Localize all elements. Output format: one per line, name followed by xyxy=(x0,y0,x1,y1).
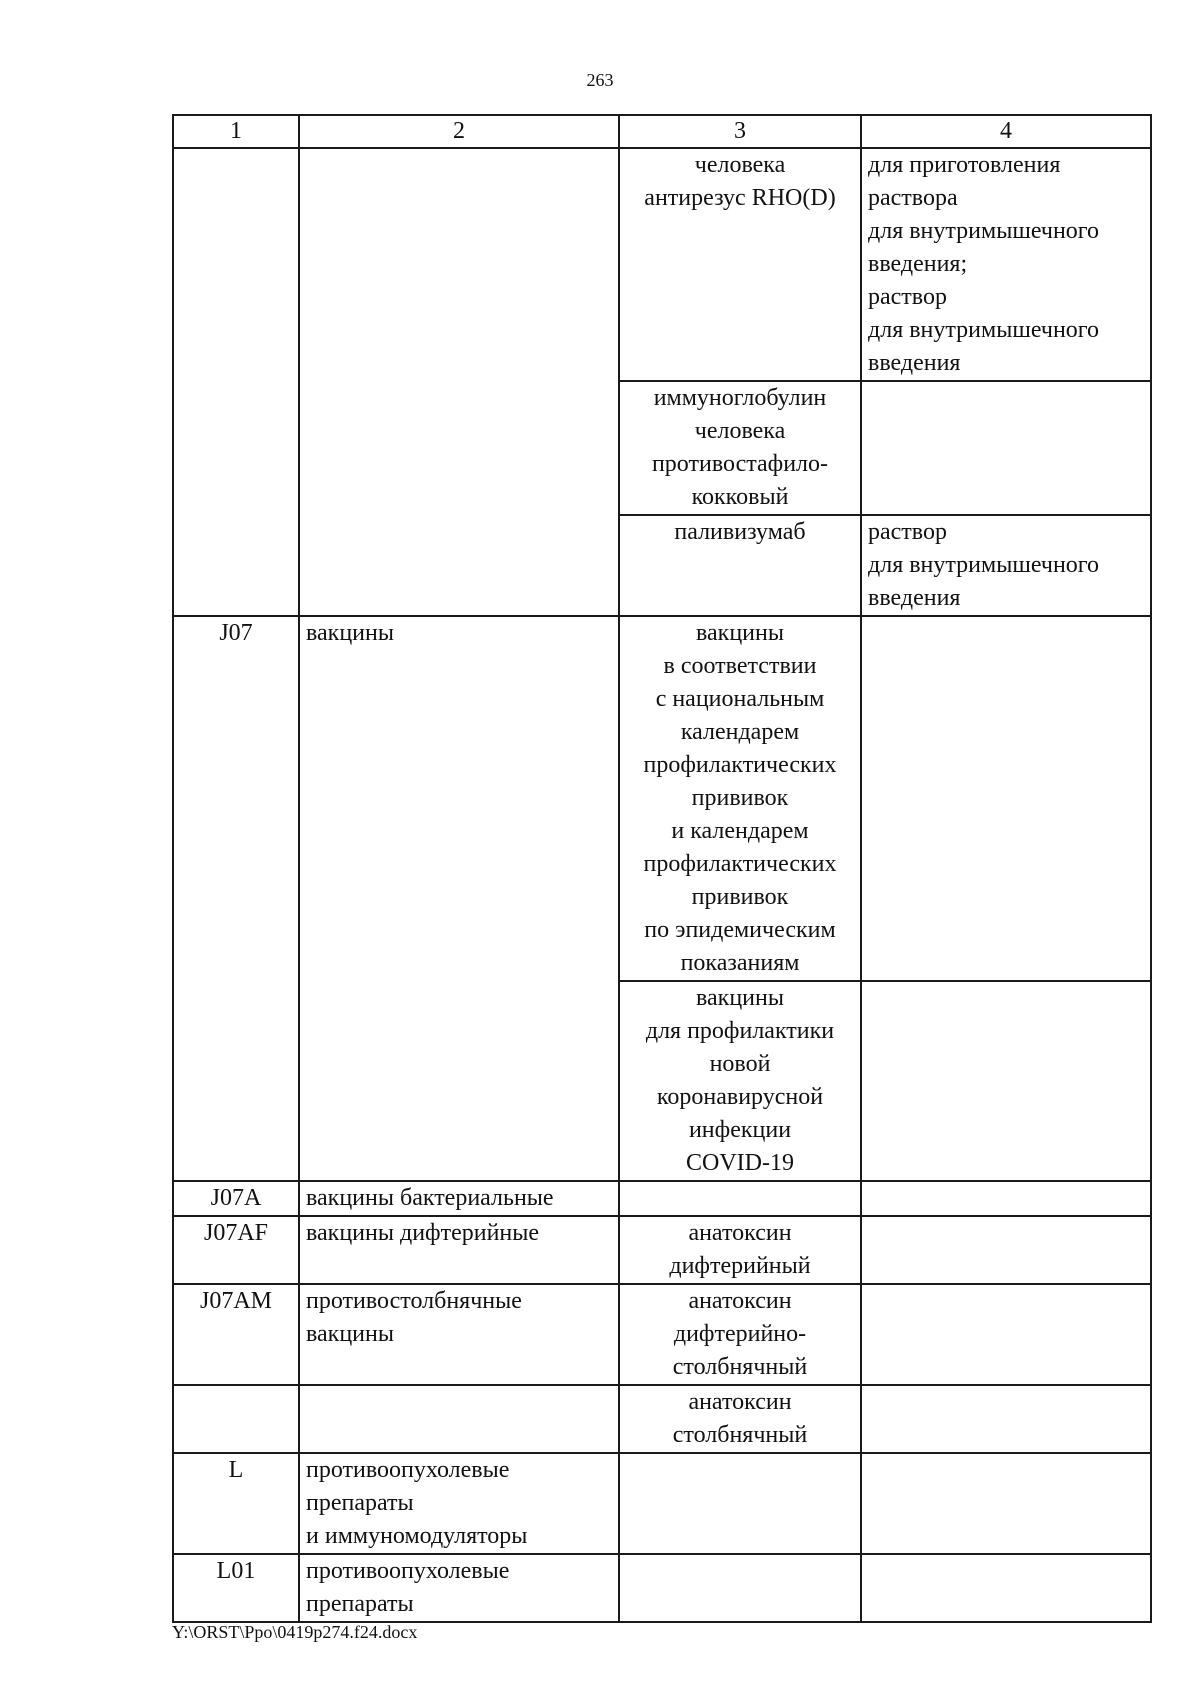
drug-cell xyxy=(619,1453,861,1554)
drug-line: противостафило- xyxy=(651,451,829,477)
header-row xyxy=(173,115,1151,148)
header-col-1: 1 xyxy=(173,115,299,148)
drug-cell xyxy=(619,515,861,616)
form-cell xyxy=(861,1453,1151,1554)
drug-cell xyxy=(619,148,861,381)
form-cell xyxy=(861,1216,1151,1284)
group-line: вакцины дифтерийные xyxy=(306,1220,540,1246)
group-cell xyxy=(299,148,619,616)
form-line: введения xyxy=(868,350,961,376)
drug-line: в соответствии xyxy=(663,653,817,679)
code-cell: J07AF xyxy=(173,1216,299,1284)
code-cell: J07AM xyxy=(173,1284,299,1385)
drug-line: антирезус RHO(D) xyxy=(644,185,836,211)
drug-cell xyxy=(619,1284,861,1385)
drug-line: вакцины xyxy=(696,985,784,1011)
group-cell xyxy=(299,616,619,1181)
drug-line: столбнячный xyxy=(672,1422,808,1448)
group-line: и иммуномодуляторы xyxy=(306,1523,528,1549)
drug-cell xyxy=(619,981,861,1181)
drug-table xyxy=(172,114,1152,1623)
group-cell xyxy=(299,1453,619,1554)
group-cell xyxy=(299,1216,619,1284)
form-cell xyxy=(861,981,1151,1181)
form-line: для приготовления xyxy=(868,152,1061,178)
drug-line: паливизумаб xyxy=(674,519,806,545)
drug-cell xyxy=(619,616,861,981)
drug-cell xyxy=(619,1181,861,1216)
form-line: для внутримышечного xyxy=(868,317,1100,343)
form-cell xyxy=(861,1181,1151,1216)
drug-line: дифтерийный xyxy=(669,1253,811,1279)
drug-line: инфекции xyxy=(688,1117,792,1143)
table-row xyxy=(173,1385,1151,1453)
drug-line: человека xyxy=(694,418,786,444)
drug-cell xyxy=(619,381,861,515)
group-line: вакцины xyxy=(306,1321,394,1347)
drug-line: кокковый xyxy=(691,484,789,510)
group-line: противоопухолевые xyxy=(306,1558,510,1584)
code-cell: L01 xyxy=(173,1554,299,1622)
table-row xyxy=(173,616,1151,981)
group-cell xyxy=(299,1284,619,1385)
drug-line: с национальным xyxy=(655,686,825,712)
table-row xyxy=(173,1453,1151,1554)
form-cell xyxy=(861,381,1151,515)
page-number: 263 xyxy=(586,70,614,90)
drug-line: вакцины xyxy=(696,620,784,646)
drug-line: анатоксин xyxy=(688,1288,792,1314)
drug-line: COVID-19 xyxy=(686,1150,794,1176)
form-line: раствора xyxy=(868,185,958,211)
drug-line: столбнячный xyxy=(672,1354,808,1380)
group-cell xyxy=(299,1385,619,1453)
form-line: для внутримышечного xyxy=(868,552,1100,578)
drug-line: новой xyxy=(709,1051,771,1077)
form-line: раствор xyxy=(868,519,947,545)
drug-line: для профилактики xyxy=(645,1018,835,1044)
drug-line: профилактических xyxy=(643,752,837,778)
drug-line: профилактических xyxy=(643,851,837,877)
group-line: препараты xyxy=(306,1490,414,1516)
drug-line: анатоксин xyxy=(688,1389,792,1415)
form-cell xyxy=(861,148,1151,381)
drug-line: анатоксин xyxy=(688,1220,792,1246)
table-row xyxy=(173,1554,1151,1622)
code-cell xyxy=(173,1385,299,1453)
header-col-2: 2 xyxy=(299,115,619,148)
form-cell xyxy=(861,1284,1151,1385)
code-cell: L xyxy=(173,1453,299,1554)
header-col-4: 4 xyxy=(861,115,1151,148)
drug-cell xyxy=(619,1385,861,1453)
drug-line: дифтерийно- xyxy=(673,1321,807,1347)
drug-line: по эпидемическим xyxy=(644,917,836,943)
form-cell xyxy=(861,1385,1151,1453)
form-cell xyxy=(861,616,1151,981)
drug-line: коронавирусной xyxy=(656,1084,824,1110)
drug-line: иммуноглобулин xyxy=(653,385,827,411)
form-line: раствор xyxy=(868,284,947,310)
table-row xyxy=(173,1181,1151,1216)
drug-line: и календарем xyxy=(671,818,809,844)
table-row xyxy=(173,1284,1151,1385)
header-col-3: 3 xyxy=(619,115,861,148)
form-cell xyxy=(861,1554,1151,1622)
drug-line: показаниям xyxy=(680,950,800,976)
group-line: противостолбнячные xyxy=(306,1288,522,1314)
form-line: введения xyxy=(868,585,961,611)
drug-cell xyxy=(619,1554,861,1622)
form-line: введения; xyxy=(868,251,968,277)
drug-line: человека xyxy=(694,152,786,178)
group-line: противоопухолевые xyxy=(306,1457,510,1483)
group-line: вакцины xyxy=(306,620,394,646)
drug-cell xyxy=(619,1216,861,1284)
drug-line: прививок xyxy=(691,785,789,811)
drug-line: прививок xyxy=(691,884,789,910)
group-cell xyxy=(299,1554,619,1622)
code-cell: J07 xyxy=(173,616,299,1181)
code-cell xyxy=(173,148,299,616)
group-line: вакцины бактериальные xyxy=(306,1185,554,1211)
table-row xyxy=(173,148,1151,381)
table-row xyxy=(173,1216,1151,1284)
code-cell: J07A xyxy=(173,1181,299,1216)
file-path-footer: Y:\ORST\Ppo\0419p274.f24.docx xyxy=(172,1622,418,1642)
group-cell xyxy=(299,1181,619,1216)
form-line: для внутримышечного xyxy=(868,218,1100,244)
drug-line: календарем xyxy=(680,719,800,745)
form-cell xyxy=(861,515,1151,616)
group-line: препараты xyxy=(306,1591,414,1617)
